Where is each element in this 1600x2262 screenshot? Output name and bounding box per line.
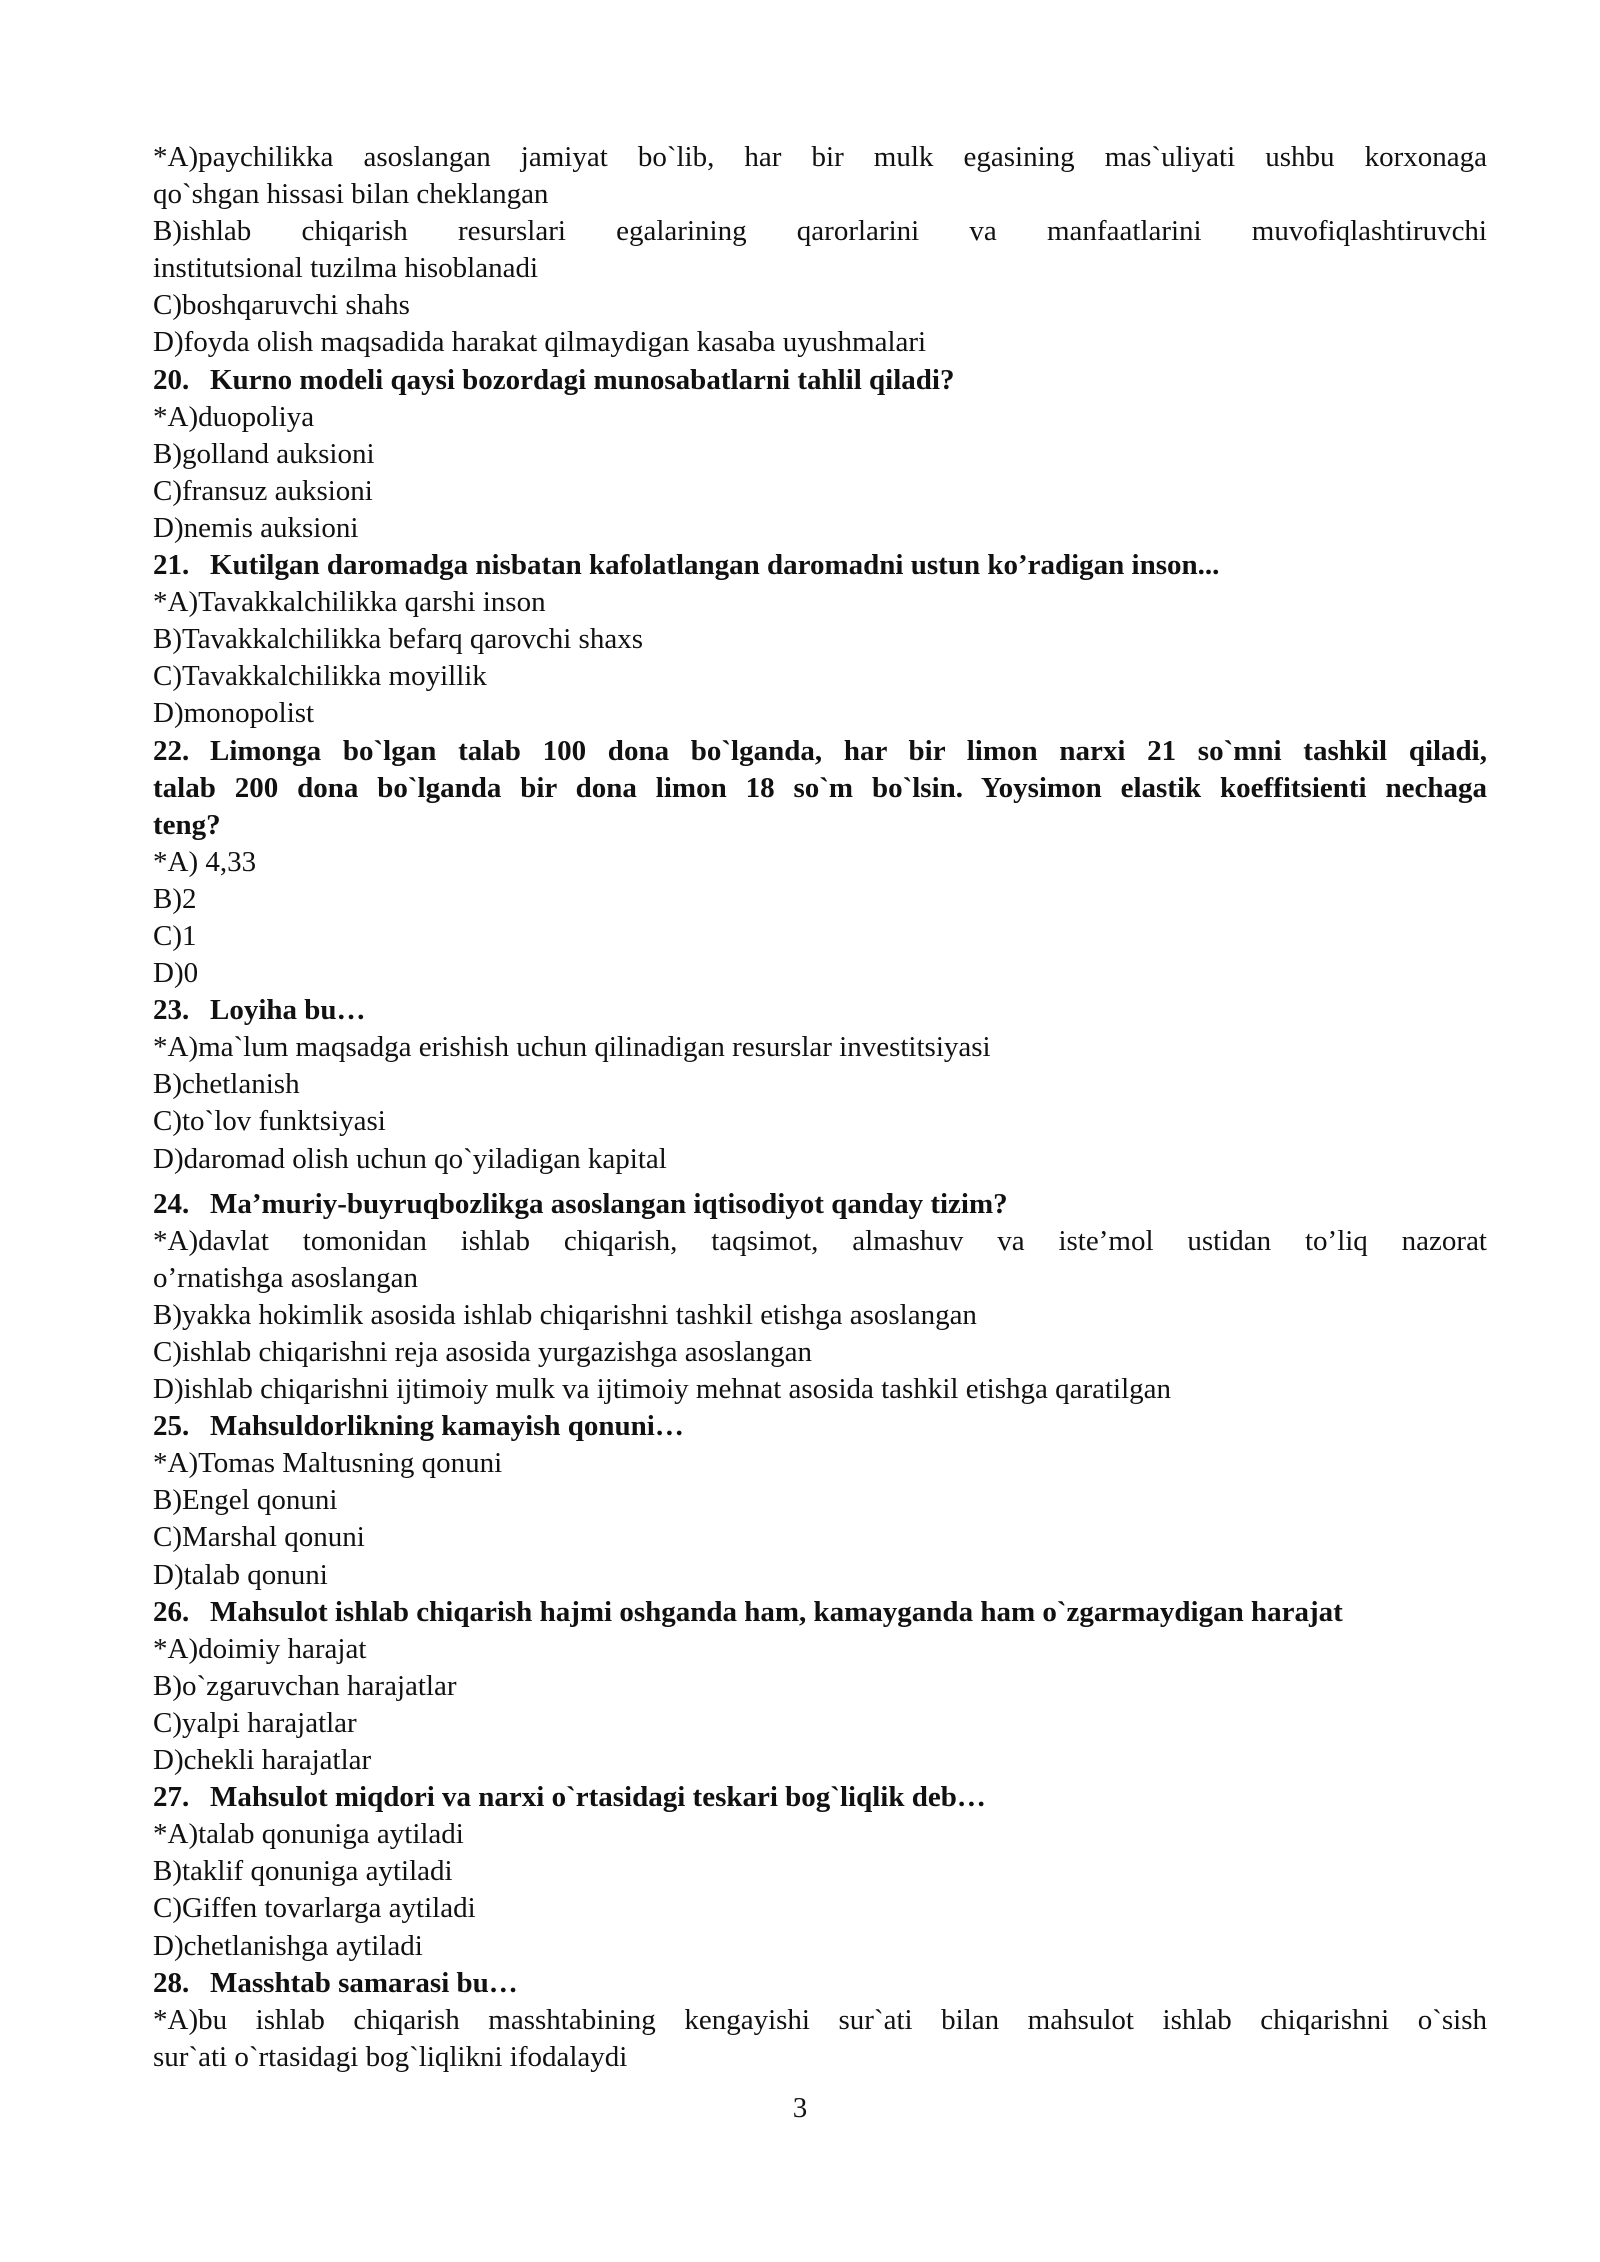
answer-option-line: D)foyda olish maqsadida harakat qilmaydigan kasaba uyushmalari	[153, 326, 927, 359]
question-block	[153, 547, 1487, 732]
question-text-line	[153, 1408, 1487, 1445]
answer-option-line: B)golland auksioni	[153, 437, 375, 470]
question-text-line	[153, 362, 1487, 399]
question-block	[153, 992, 1487, 1177]
answer-option-line: B)chetlanish	[153, 1068, 300, 1101]
question-text: Loyiha bu…	[210, 994, 366, 1027]
question-text: Ma’muriy-buyruqbozlikga asoslangan iqtisodiyot qanday tizim?	[210, 1187, 1008, 1220]
question-text-line	[153, 1186, 1487, 1223]
question-block	[153, 1594, 1487, 1779]
answer-option-line: C)to`lov funktsiyasi	[153, 1105, 386, 1138]
answer-option-line: sur`ati o`rtasidagi bog`liqlikni ifodalaydi	[153, 2040, 628, 2073]
answer-option-line: o’rnatishga asoslangan	[153, 1261, 418, 1294]
question-text-line	[153, 547, 1487, 584]
question-text-line	[153, 1965, 1487, 2002]
answer-option-line: B)2	[153, 882, 197, 915]
question-list	[153, 139, 1487, 2076]
answer-option-line: *A)doimiy harajat	[153, 1632, 367, 1665]
question-text-line	[153, 807, 1487, 844]
answer-option-line: D)talab qonuni	[153, 1558, 328, 1591]
answer-option-line: B)Engel qonuni	[153, 1484, 338, 1517]
answer-option-line: D)monopolist	[153, 697, 315, 730]
question-block	[153, 733, 1487, 993]
question-number: 26.	[153, 1595, 190, 1628]
question-text-line	[153, 992, 1487, 1029]
answer-option-line: B)ishlab chiqarish resurslari egalarining qarorlarini va manfaatlarini muvofiqlashtiruvchi	[153, 215, 1487, 248]
answer-option-line: D)ishlab chiqarishni ijtimoiy mulk va ijtimoiy mehnat asosida tashkil etishga qaratilgan	[153, 1373, 1172, 1406]
answer-option-line: *A)Tavakkalchilikka qarshi inson	[153, 586, 546, 619]
question-text: Mahsuldorlikning kamayish qonuni…	[210, 1410, 684, 1443]
answer-option-line: B)o`zgaruvchan harajatlar	[153, 1669, 457, 1702]
question-text: Masshtab samarasi bu…	[210, 1966, 518, 1999]
answer-option-line: C)boshqaruvchi shahs	[153, 289, 410, 322]
answer-option-line: C)ishlab chiqarishni reja asosida yurgazishga asoslangan	[153, 1336, 813, 1368]
question-number: 23.	[153, 994, 190, 1027]
answer-option-line: C)Marshal qonuni	[153, 1521, 365, 1554]
answer-option-line: C)1	[153, 919, 197, 952]
answer-option-line: C)Tavakkalchilikka moyillik	[153, 660, 487, 693]
answer-option-line: *A) 4,33	[153, 845, 257, 878]
question-number: 22.	[153, 734, 190, 767]
answer-option-line: D)daromad olish uchun qo`yiladigan kapital	[153, 1142, 667, 1175]
question-number: 25.	[153, 1410, 190, 1443]
question-text: Limonga bo`lgan talab 100 dona bo`lganda, har bir limon narxi 21 so`mni tashkil qiladi,	[210, 734, 1487, 767]
page-number: 3	[792, 2092, 808, 2124]
answer-option-line: C)fransuz auksioni	[153, 474, 373, 507]
answer-option-line: D)0	[153, 957, 199, 990]
question-text: teng?	[153, 808, 221, 841]
answer-option-line: *A)Tomas Maltusning qonuni	[153, 1447, 503, 1480]
answer-option-line: *A)paychilikka asoslangan jamiyat bo`lib, har bir mulk egasining mas`uliyati ushbu korxonaga	[153, 141, 1487, 173]
answer-option-line: *A)ma`lum maqsadga erishish uchun qilinadigan resurslar investitsiyasi	[153, 1031, 991, 1064]
answer-option-line: B)taklif qonuniga aytiladi	[153, 1855, 453, 1888]
question-number: 21.	[153, 549, 190, 582]
question-text-line	[153, 770, 1487, 807]
answer-option-line: *A)davlat tomonidan ishlab chiqarish, taqsimot, almashuv va iste’mol ustidan to’liq nazorat	[153, 1224, 1487, 1257]
question-block	[153, 1779, 1487, 1964]
answer-option-line: C)Giffen tovarlarga aytiladi	[153, 1892, 476, 1925]
answer-option-line: *A)duopoliya	[153, 400, 315, 433]
answer-option-line: B)Tavakkalchilikka befarq qarovchi shaxs	[153, 623, 643, 656]
answer-option-line: C)yalpi harajatlar	[153, 1706, 357, 1739]
answer-option-line: *A)bu ishlab chiqarish masshtabining kengayishi sur`ati bilan mahsulot ishlab chiqarishni o`sish	[153, 2003, 1487, 2036]
question-text: Kurno modeli qaysi bozordagi munosabatlarni tahlil qiladi?	[210, 363, 955, 396]
question-text: talab 200 dona bo`lganda bir dona limon 18 so`m bo`lsin. Yoysimon elastik koeffitsienti nechaga	[153, 771, 1487, 804]
question-number: 28.	[153, 1966, 190, 1999]
question-number: 20.	[153, 363, 190, 396]
question-block	[153, 1965, 1487, 2076]
question-text: Mahsulot miqdori va narxi o`rtasidagi teskari bog`liqlik deb…	[210, 1781, 986, 1814]
question-number: 24.	[153, 1187, 190, 1220]
answer-option-line: D)chekli harajatlar	[153, 1744, 372, 1777]
question-block	[153, 362, 1487, 547]
answer-option-line: institutsional tuzilma hisoblanadi	[153, 252, 539, 285]
answer-option-line: qo`shgan hissasi bilan cheklangan	[153, 178, 549, 211]
answer-option-line: D)nemis auksioni	[153, 511, 359, 544]
question-number: 27.	[153, 1781, 190, 1814]
question-text-line	[153, 733, 1487, 770]
question-text: Mahsulot ishlab chiqarish hajmi oshganda ham, kamayganda ham o`zgarmaydigan harajat	[210, 1595, 1343, 1628]
question-text-line	[153, 1594, 1487, 1631]
question-text: Kutilgan daromadga nisbatan kafolatlangan daromadni ustun ko’radigan inson...	[210, 549, 1220, 582]
question-text-line	[153, 1779, 1487, 1816]
question-block	[153, 1408, 1487, 1593]
answer-option-line: D)chetlanishga aytiladi	[153, 1929, 423, 1962]
answer-option-line: B)yakka hokimlik asosida ishlab chiqarishni tashkil etishga asoslangan	[153, 1298, 977, 1331]
answer-option-line: *A)talab qonuniga aytiladi	[153, 1818, 464, 1851]
question-block	[153, 1186, 1487, 1409]
